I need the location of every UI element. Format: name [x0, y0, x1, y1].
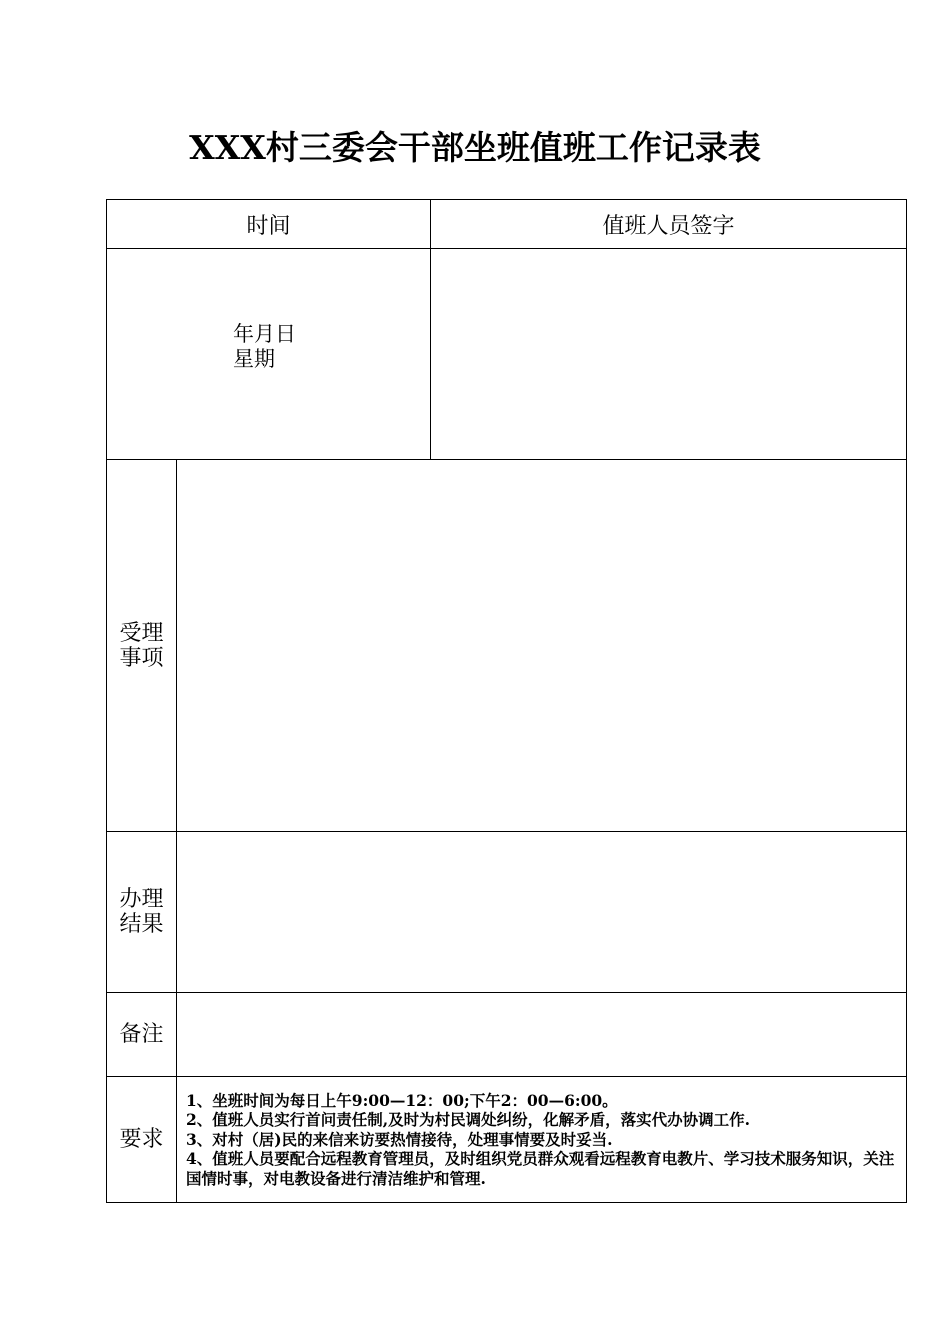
requirements-content — [177, 1077, 907, 1203]
handling-result-field[interactable] — [177, 832, 907, 993]
accepted-matters-label: 受理 事项 — [107, 460, 177, 832]
document-title: XXX村三委会干部坐班值班工作记录表 — [189, 128, 761, 167]
accepted-matters-row — [107, 460, 907, 832]
header-row — [107, 200, 907, 249]
requirement-item-1: 1、坐班时间为每日上午9:00—12：00;下午2：00—6:00。 — [186, 1090, 618, 1110]
handling-result-row — [107, 832, 907, 993]
requirement-item-2: 2、值班人员实行首问责任制,及时为村民调处纠纷，化解矛盾，落实代办协调工作. — [186, 1110, 751, 1130]
requirement-item-3: 3、对村（居)民的来信来访要热情接待，处理事情要及时妥当. — [186, 1129, 613, 1149]
handling-result-label: 办理 结果 — [107, 832, 177, 993]
date-cell[interactable] — [107, 249, 431, 460]
requirement-item-4: 4、值班人员要配合远程教育管理员，及时组织党员群众观看远程教育电教片、学习技术服务知识，关注国情时事，对电教设备进行清洁维护和管理. — [186, 1149, 895, 1188]
remarks-field[interactable] — [177, 993, 907, 1077]
header-time: 时间 — [107, 200, 431, 249]
requirements-label: 要求 — [107, 1077, 177, 1203]
duty-record-table — [106, 199, 907, 1203]
signature-field[interactable] — [431, 249, 907, 460]
requirements-row — [107, 1077, 907, 1203]
date-label: 年月日 — [233, 322, 296, 346]
remarks-row — [107, 993, 907, 1077]
header-signature: 值班人员签字 — [431, 200, 907, 249]
weekday-label: 星期 — [233, 347, 275, 371]
remarks-label: 备注 — [107, 993, 177, 1077]
accepted-matters-field[interactable] — [177, 460, 907, 832]
date-row — [107, 249, 907, 460]
